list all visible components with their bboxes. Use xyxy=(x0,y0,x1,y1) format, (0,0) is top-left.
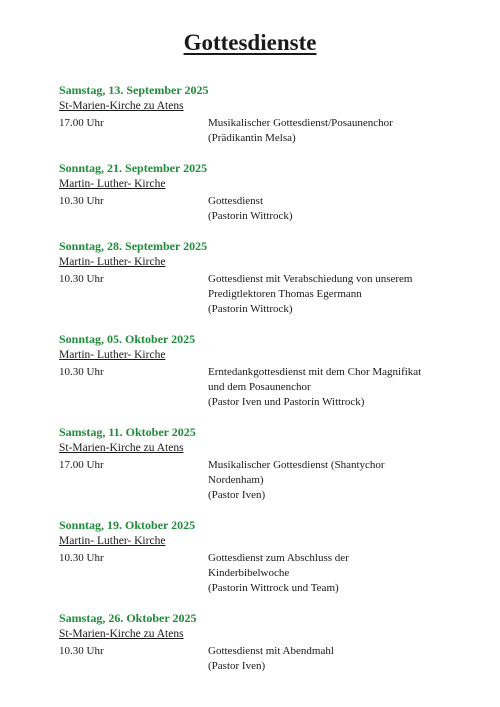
event-description-line: Gottesdienst zum Abschluss der xyxy=(208,552,349,564)
event-entry xyxy=(59,160,479,224)
event-entry xyxy=(59,517,479,596)
event-description-line: Nordenham) xyxy=(208,474,264,486)
event-place: Martin- Luther- Kirche xyxy=(59,178,166,190)
event-description-line: (Pastorin Wittrock) xyxy=(208,303,293,315)
event-entry xyxy=(59,610,479,674)
event-time: 10.30 Uhr xyxy=(59,273,104,285)
event-description-line: Gottesdienst mit Verabschiedung von unserem xyxy=(208,273,413,285)
event-place: St-Marien-Kirche zu Atens xyxy=(59,100,184,112)
event-description xyxy=(208,194,479,224)
event-time: 10.30 Uhr xyxy=(59,195,104,207)
event-description-line: (Prädikantin Melsa) xyxy=(208,132,296,144)
event-description-line: und dem Posaunenchor xyxy=(208,381,311,393)
event-time: 10.30 Uhr xyxy=(59,552,104,564)
event-date: Sonntag, 19. Oktober 2025 xyxy=(59,518,196,532)
event-description xyxy=(208,116,479,146)
event-place: St-Marien-Kirche zu Atens xyxy=(59,628,184,640)
event-place: Martin- Luther- Kirche xyxy=(59,349,166,361)
event-description xyxy=(208,365,479,410)
event-description-line: Erntedankgottesdienst mit dem Chor Magnifikat xyxy=(208,366,422,378)
event-date: Sonntag, 21. September 2025 xyxy=(59,161,208,175)
event-description-line: Musikalischer Gottesdienst (Shantychor xyxy=(208,459,385,471)
event-entry xyxy=(59,331,479,410)
event-entry xyxy=(59,82,479,146)
event-description xyxy=(208,551,479,596)
event-details xyxy=(59,458,479,503)
event-date: Sonntag, 28. September 2025 xyxy=(59,239,208,253)
page-title: Gottesdienste xyxy=(183,30,317,55)
event-details xyxy=(59,551,479,596)
event-description-line: Musikalischer Gottesdienst/Posaunenchor xyxy=(208,117,393,129)
event-place: Martin- Luther- Kirche xyxy=(59,256,166,268)
event-details xyxy=(59,272,479,317)
event-description-line: Predigtlektoren Thomas Egermann xyxy=(208,288,362,300)
event-description-line: (Pastor Iven) xyxy=(208,660,266,672)
event-description-line: (Pastor Iven) xyxy=(208,489,266,501)
event-time: 17.00 Uhr xyxy=(59,117,104,129)
event-description-line: (Pastorin Wittrock und Team) xyxy=(208,582,339,594)
event-description-line: Gottesdienst mit Abendmahl xyxy=(208,645,334,657)
event-details xyxy=(59,194,479,224)
event-time: 10.30 Uhr xyxy=(59,645,104,657)
event-description xyxy=(208,272,479,317)
event-description-line: Gottesdienst xyxy=(208,195,263,207)
event-details xyxy=(59,116,479,146)
event-details xyxy=(59,365,479,410)
event-description-line: (Pastor Iven und Pastorin Wittrock) xyxy=(208,396,365,408)
event-description-line: (Pastorin Wittrock) xyxy=(208,210,293,222)
event-date: Samstag, 11. Oktober 2025 xyxy=(59,425,196,439)
event-date: Samstag, 26. Oktober 2025 xyxy=(59,611,197,625)
event-list xyxy=(59,82,479,688)
event-date: Sonntag, 05. Oktober 2025 xyxy=(59,332,196,346)
event-entry xyxy=(59,238,479,317)
event-entry xyxy=(59,424,479,503)
event-details xyxy=(59,644,479,674)
event-description-line: Kinderbibelwoche xyxy=(208,567,290,579)
event-place: St-Marien-Kirche zu Atens xyxy=(59,442,184,454)
event-place: Martin- Luther- Kirche xyxy=(59,535,166,547)
event-description xyxy=(208,644,479,674)
event-description xyxy=(208,458,479,503)
event-date: Samstag, 13. September 2025 xyxy=(59,83,209,97)
event-time: 10.30 Uhr xyxy=(59,366,104,378)
event-time: 17.00 Uhr xyxy=(59,459,104,471)
